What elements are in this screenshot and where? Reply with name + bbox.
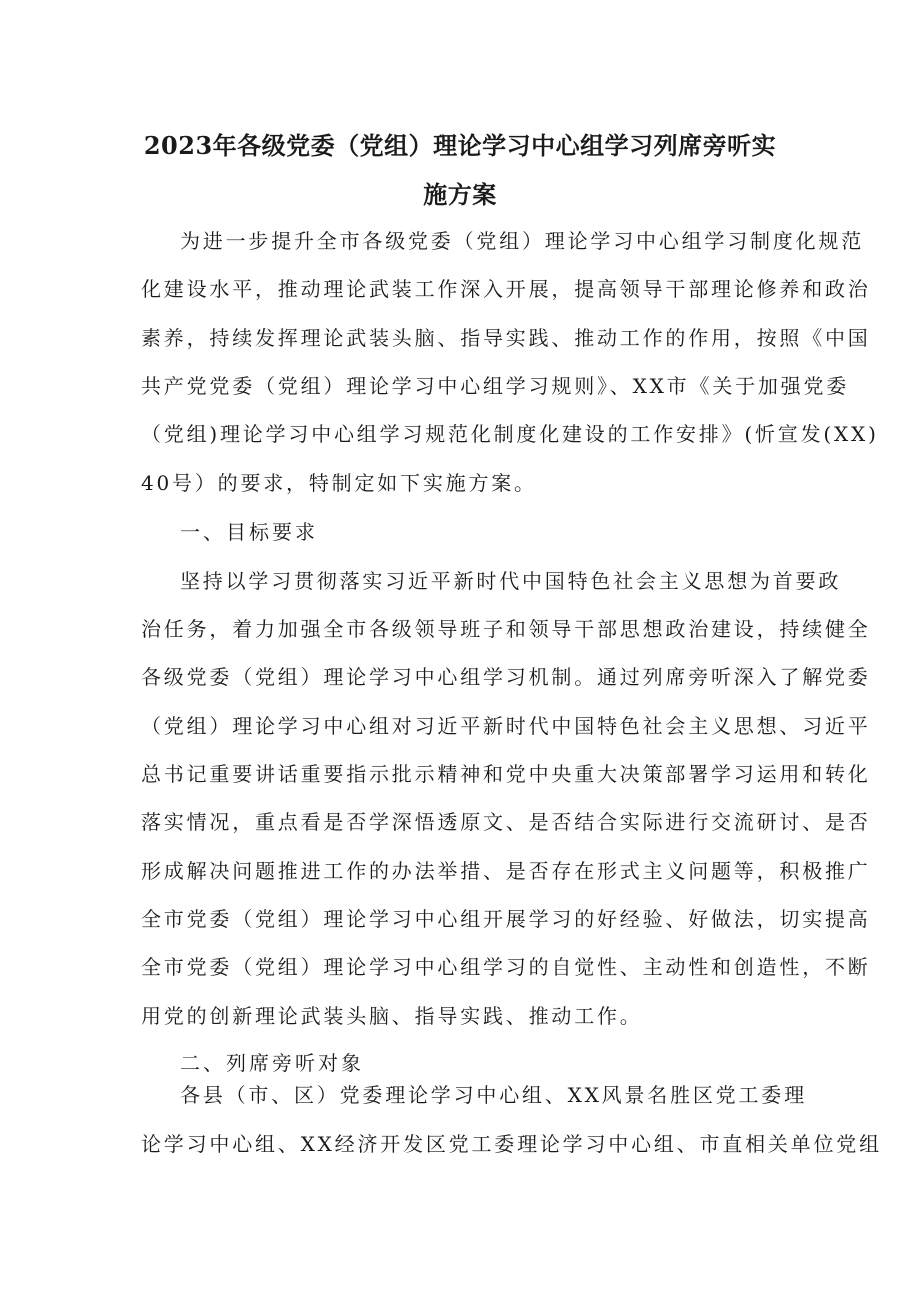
intro-paragraph-line: 为进一步提升全市各级党委（党组）理论学习中心组学习制度化规范 <box>180 229 864 253</box>
document-title-line-1: 2023年各级党委（党组）理论学习中心组学习列席旁听实 <box>143 131 777 160</box>
intro-paragraph-line: 40号）的要求，特制定如下实施方案。 <box>141 471 537 495</box>
attendees-paragraph-line: 论学习中心组、XX经济开发区党工委理论学习中心组、市直相关单位党组 <box>141 1132 882 1156</box>
goals-paragraph-line: 落实情况，重点看是否学深悟透原文、是否结合实际进行交流研讨、是否 <box>141 810 871 834</box>
section-heading-attendees: 二、列席旁听对象 <box>180 1051 364 1075</box>
attendees-paragraph-line: 各县（市、区）党委理论学习中心组、XX风景名胜区党工委理 <box>180 1083 807 1107</box>
goals-paragraph-line: （党组）理论学习中心组对习近平新时代中国特色社会主义思想、习近平 <box>141 714 871 738</box>
goals-paragraph-line: 治任务，着力加强全市各级领导班子和领导干部思想政治建设，持续健全 <box>141 617 871 641</box>
goals-paragraph-line: 全市党委（党组）理论学习中心组开展学习的好经验、好做法，切实提高 <box>141 907 871 931</box>
goals-paragraph-line: 形成解决问题推进工作的办法举措、是否存在形式主义问题等，积极推广 <box>141 859 871 883</box>
goals-paragraph-line: 坚持以学习贯彻落实习近平新时代中国特色社会主义思想为首要政 <box>180 569 842 593</box>
intro-paragraph-line: 素养，持续发挥理论武装头脑、指导实践、推动工作的作用，按照《中国 <box>141 326 871 350</box>
section-heading-goals: 一、目标要求 <box>180 520 318 544</box>
document-title-line-2: 施方案 <box>423 180 497 209</box>
intro-paragraph-line: 共产党党委（党组）理论学习中心组学习规则》、XX市《关于加强党委 <box>141 374 850 398</box>
intro-paragraph-line: （党组)理论学习中心组学习规范化制度化建设的工作安排》(忻宣发(XX) <box>141 422 879 446</box>
goals-paragraph-line: 用党的创新理论武装头脑、指导实践、推动工作。 <box>141 1004 643 1028</box>
goals-paragraph-line: 各级党委（党组）理论学习中心组学习机制。通过列席旁听深入了解党委 <box>141 665 871 689</box>
goals-paragraph-line: 全市党委（党组）理论学习中心组学习的自觉性、主动性和创造性，不断 <box>141 955 871 979</box>
goals-paragraph-line: 总书记重要讲话重要指示批示精神和党中央重大决策部署学习运用和转化 <box>141 762 871 786</box>
intro-paragraph-line: 化建设水平，推动理论武装工作深入开展，提高领导干部理论修养和政治 <box>141 277 871 301</box>
